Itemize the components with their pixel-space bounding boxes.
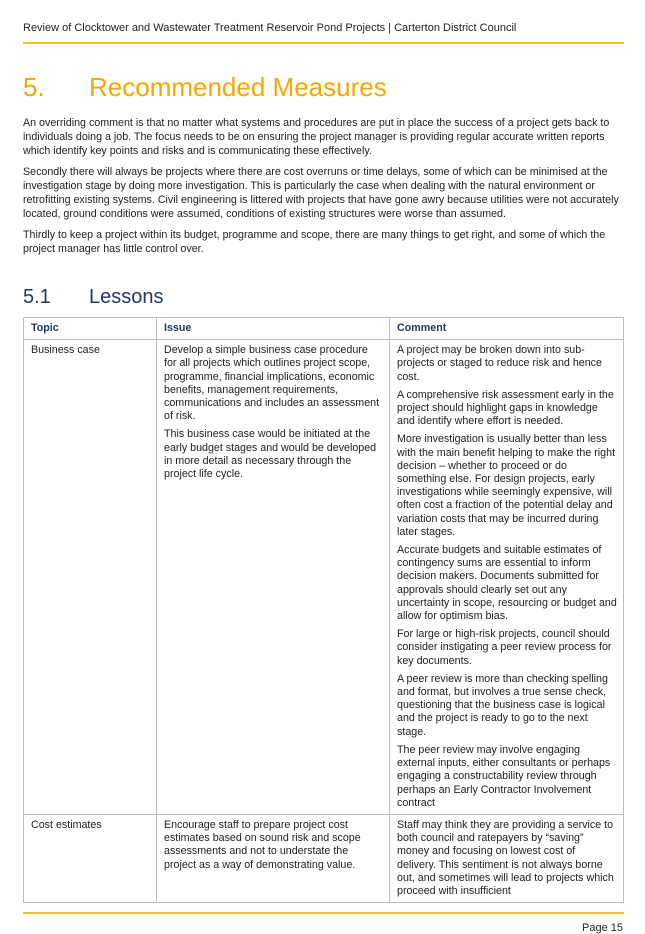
subsection-heading [23, 286, 623, 309]
section-title: Recommended Measures [89, 72, 387, 102]
section-body [23, 116, 623, 263]
comment-text: More investigation is usually better than less with the main benefit helping to make the right decision – whether to proceed or do something else. For design projects, early investigations while seemingly expensive, will often cost a fraction of the potential delay and variation costs that may be incurred during later stages. [397, 433, 616, 538]
subsection-number: 5.1 [23, 286, 51, 308]
column-header-comment: Comment [390, 318, 624, 340]
table-header-row [24, 318, 624, 340]
issue-text: Develop a simple business case procedure for all projects which outlines project scope, programme, financial implications, economic benefits, management requirements, communications and includes an assessment of risk. [164, 344, 380, 423]
issue-text: This business case would be initiated at the early budget stages and would be developed in more detail as necessary through the project life cycle. [164, 428, 377, 481]
comment-text: The peer review may involve engaging external inputs, either consultants or perhaps engaging a constructability review through perhaps an Early Contractor Involvement contract [397, 743, 611, 809]
lessons-table [23, 317, 624, 903]
issue-text: Encourage staff to prepare project cost estimates based on sound risk and scope assessments and not to understate the project as a way of demonstrating value. [164, 818, 361, 871]
issue-cell [157, 340, 390, 815]
issue-cell [157, 814, 390, 902]
section-number: 5. [23, 72, 45, 102]
column-header-issue: Issue [157, 318, 390, 340]
comment-text: A peer review is more than checking spelling and format, but involves a true sense check, questioning that the business case is logical and the project is ready to go to the next stage. [397, 672, 608, 738]
running-header: Review of Clocktower and Wastewater Treatment Reservoir Pond Projects | Carterton District Council [23, 22, 517, 34]
comment-cell [390, 340, 624, 815]
column-header-topic: Topic [24, 318, 157, 340]
header-divider [23, 42, 624, 44]
paragraph: Thirdly to keep a project within its budget, programme and scope, there are many things to get right, and some of which the project manager has little control over. [23, 229, 606, 255]
comment-text: For large or high-risk projects, council should consider instigating a peer review process for key documents. [397, 628, 612, 667]
paragraph: An overriding comment is that no matter what systems and procedures are put in place the success of a project gets back to individuals doing a job. The focus needs to be on ensuring the project manager is providing regular accurate written reports which identify key points and risks and is communicating these effectively. [23, 117, 610, 157]
subsection-title: Lessons [89, 286, 164, 308]
table-row [24, 340, 624, 815]
comment-text: Staff may think they are providing a service to both council and ratepayers by “saving” money and focusing on lowest cost of delivery. This sentiment is not always borne out, and sometimes will lead to projects which proceed with insufficient [397, 818, 614, 897]
comment-text: Accurate budgets and suitable estimates of contingency sums are essential to inform decision makers. Documents submitted for approvals should clearly set out any uncertainty in scope, resourcing or budget and allow for optimism bias. [397, 544, 617, 623]
topic-cell: Cost estimates [24, 814, 157, 902]
comment-cell [390, 814, 624, 902]
page-number: Page 15 [582, 922, 623, 934]
comment-text: A comprehensive risk assessment early in the project should highlight gaps in knowledge and identify where effort is needed. [397, 388, 614, 428]
table-row [24, 814, 624, 902]
section-heading [23, 72, 623, 103]
footer-divider [23, 912, 624, 914]
comment-text: A project may be broken down into sub-projects or staged to reduce risk and hence cost. [397, 344, 602, 383]
topic-cell: Business case [24, 340, 157, 815]
paragraph: Secondly there will always be projects where there are cost overruns or time delays, some of which can be minimised at the investigation stage by doing more investigation. This is particularly the case when dealing with the natural environment or retrofitting existing systems. Civil engineering is littered with projects that have gone awry because utilities were not accurately located, ground conditions were assumed, conditions of existing structures were worse than assumed. [23, 166, 619, 220]
